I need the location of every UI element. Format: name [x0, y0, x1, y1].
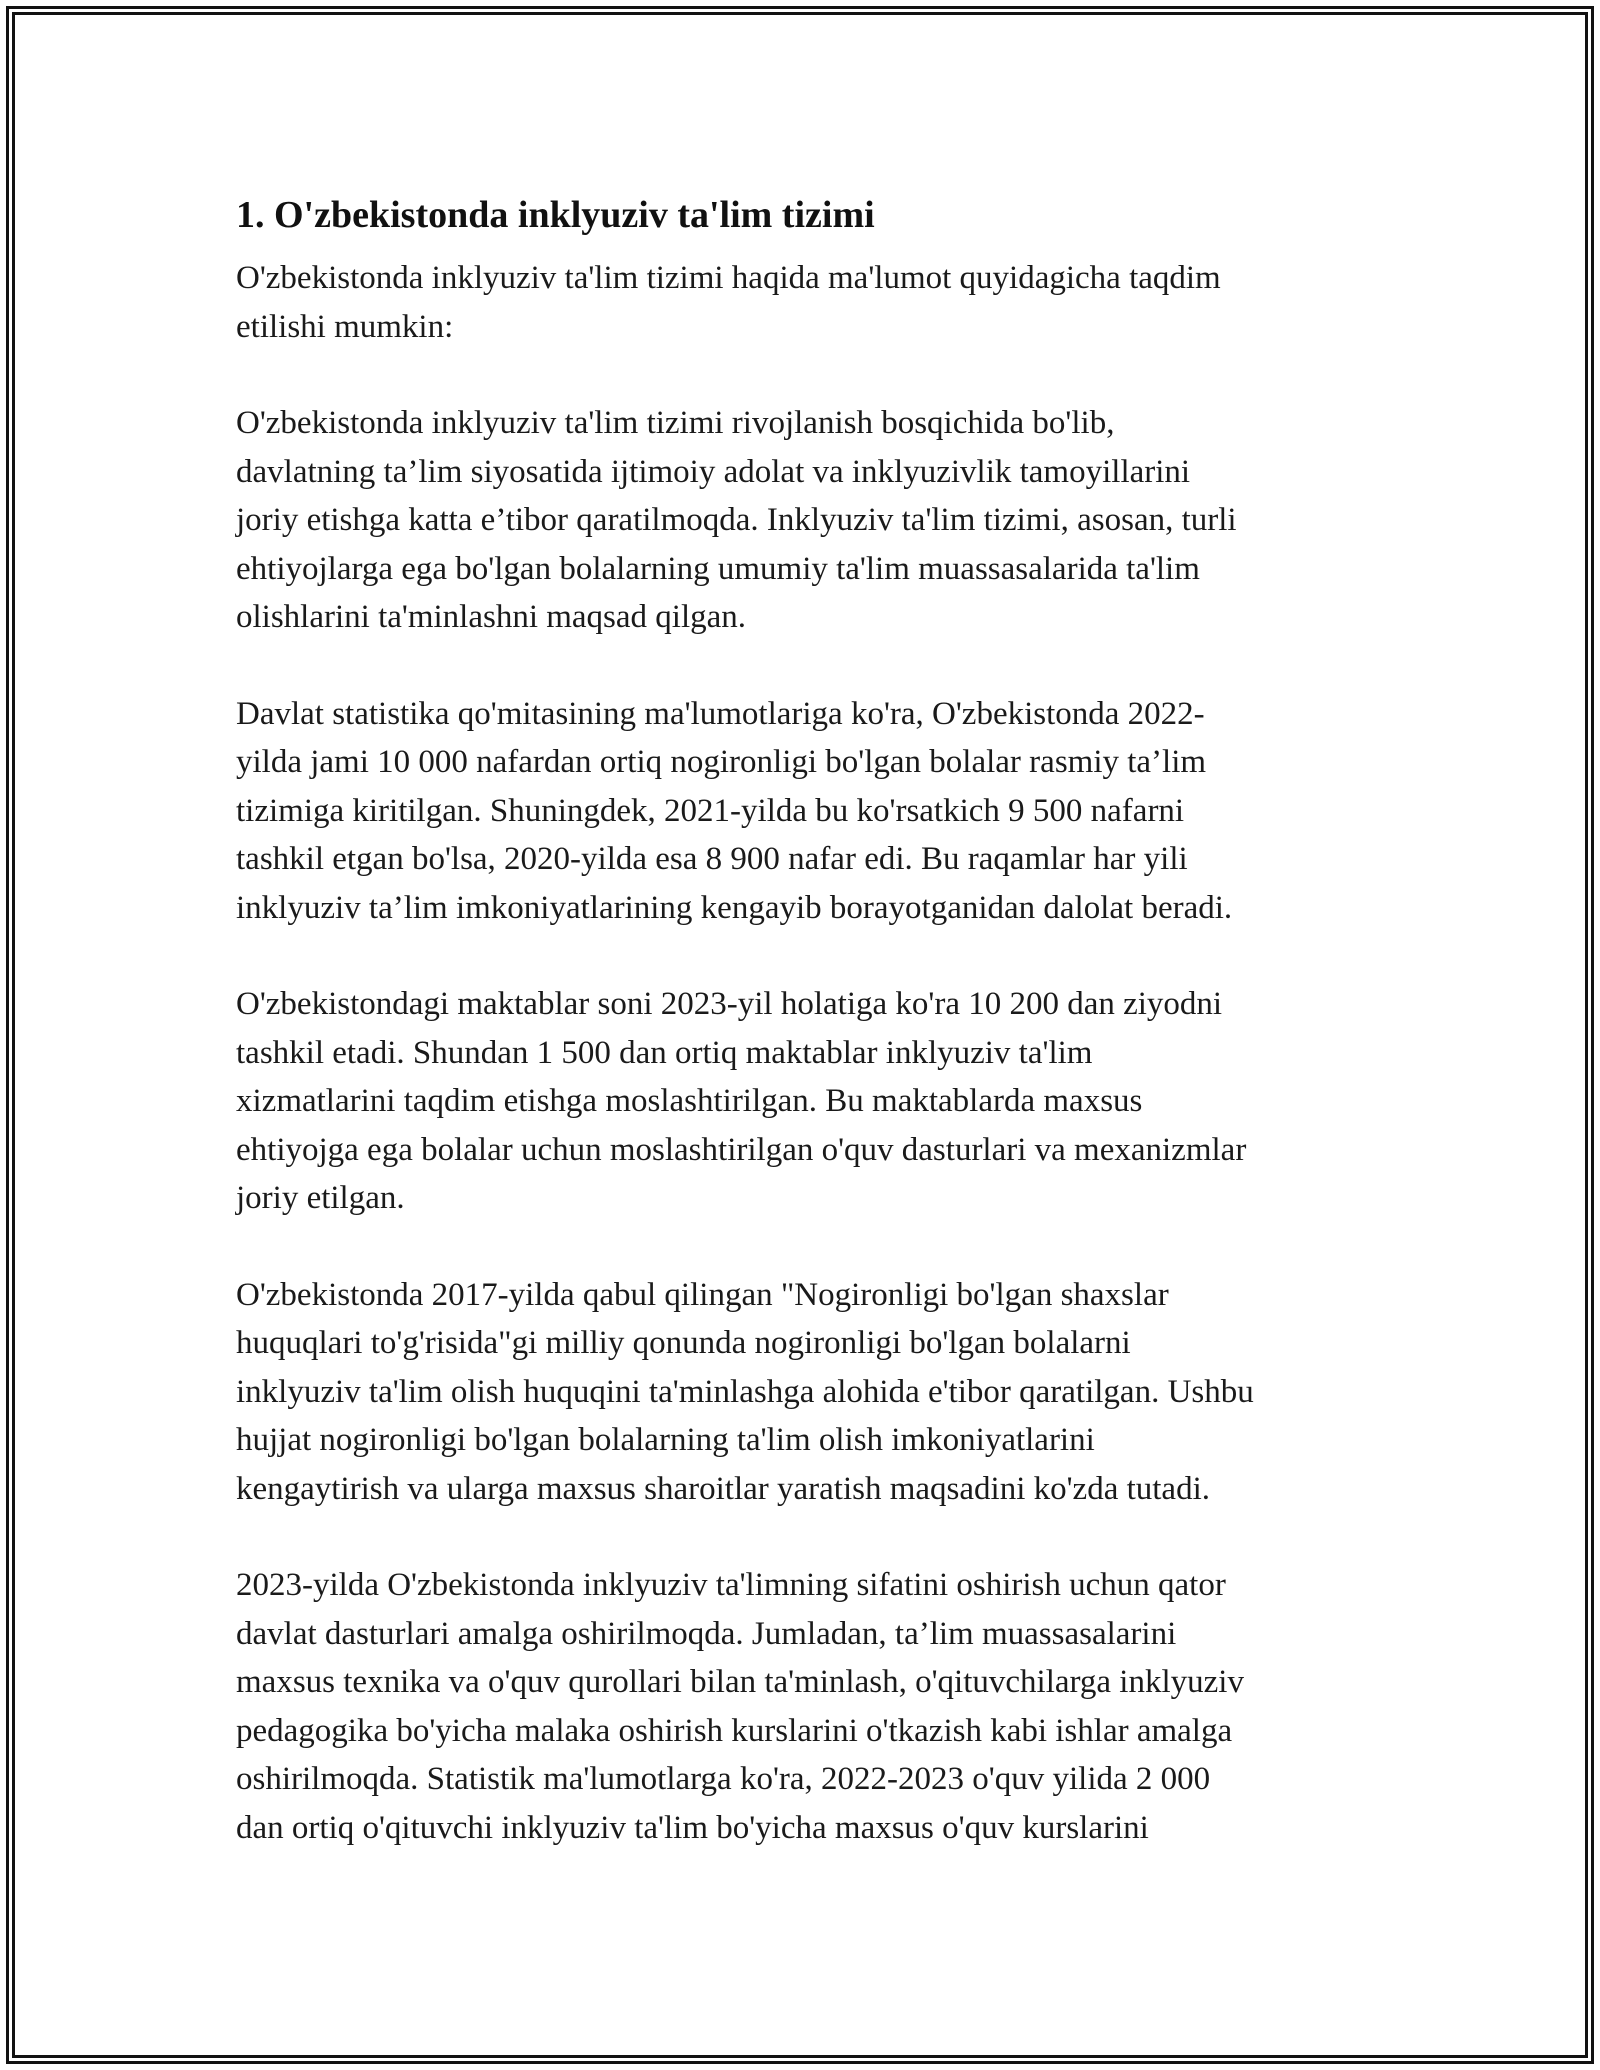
paragraph-statistics: Davlat statistika qo'mitasining ma'lumotlariga ko'ra, O'zbekistonda 2022- yilda jami 10 000 nafardan ortiq nogironligi bo'lgan bolalar rasmiy ta’lim tizimiga kiritilgan. Shuningdek, 2021-yilda bu ko'rsatkich 9 500 nafarni tashkil etgan bo'lsa, 2020-yilda esa 8 900 nafar edi. Bu raqamlar har yili inklyuziv ta’lim imkoniyatlarining kengayib borayotganidan dalolat beradi. [236, 695, 1233, 926]
paragraph-programs-2023: 2023-yilda O'zbekistonda inklyuziv ta'limning sifatini oshirish uchun qator davlat dasturlari amalga oshirilmoqda. Jumladan, ta’lim muassasalarini maxsus texnika va o'quv qurollari bilan ta'minlash, o'qituvchilarga inklyuziv pedagogika bo'yicha malaka oshirish kurslarini o'tkazish kabi ishlar amalga oshirilmoqda. Statistik ma'lumotlarga ko'ra, 2022-2023 o'quv yilida 2 000 dan ortiq o'qituvchi inklyuziv ta'lim bo'yicha maxsus o'quv kurslarini [236, 1567, 1244, 1846]
paragraph-development-stage: O'zbekistonda inklyuziv ta'lim tizimi rivojlanish bosqichida bo'lib, davlatning ta’lim siyosatida ijtimoiy adolat va inklyuzivlik tamoyillarini joriy etishga katta e’tibor qaratilmoqda. Inklyuziv ta'lim tizimi, asosan, turli ehtiyojlarga ega bo'lgan bolalarning umumiy ta'lim muassasalarida ta'lim olishlarini ta'minlashni maqsad qilgan. [236, 405, 1237, 635]
paragraph-schools: O'zbekistondagi maktablar soni 2023-yil holatiga ko'ra 10 200 dan ziyodni tashkil etadi. Shundan 1 500 dan ortiq maktablar inklyuziv ta'lim xizmatlarini taqdim etishga moslashtirilgan. Bu maktablarda maxsus ehtiyojga ega bolalar uchun moslashtirilgan o'quv dasturlari va mexanizmlar joriy etilgan. [236, 986, 1247, 1216]
intro-paragraph: O'zbekistonda inklyuziv ta'lim tizimi haqida ma'lumot quyidagicha taqdim etilishi mumkin: [236, 260, 1221, 345]
section-heading: 1. O'zbekistonda inklyuziv ta'lim tizimi [236, 194, 875, 236]
document-body [236, 186, 1376, 1900]
paragraph-legislation: O'zbekistonda 2017-yilda qabul qilingan "Nogironligi bo'lgan shaxslar huquqlari to'g'risida"gi milliy qonunda nogironligi bo'lgan bolalarni inklyuziv ta'lim olish huquqini ta'minlashga alohida e'tibor qaratilgan. Ushbu hujjat nogironligi bo'lgan bolalarning ta'lim olish imkoniyatlarini kengaytirish va ularga maxsus sharoitlar yaratish maqsadini ko'zda tutadi. [236, 1276, 1254, 1507]
